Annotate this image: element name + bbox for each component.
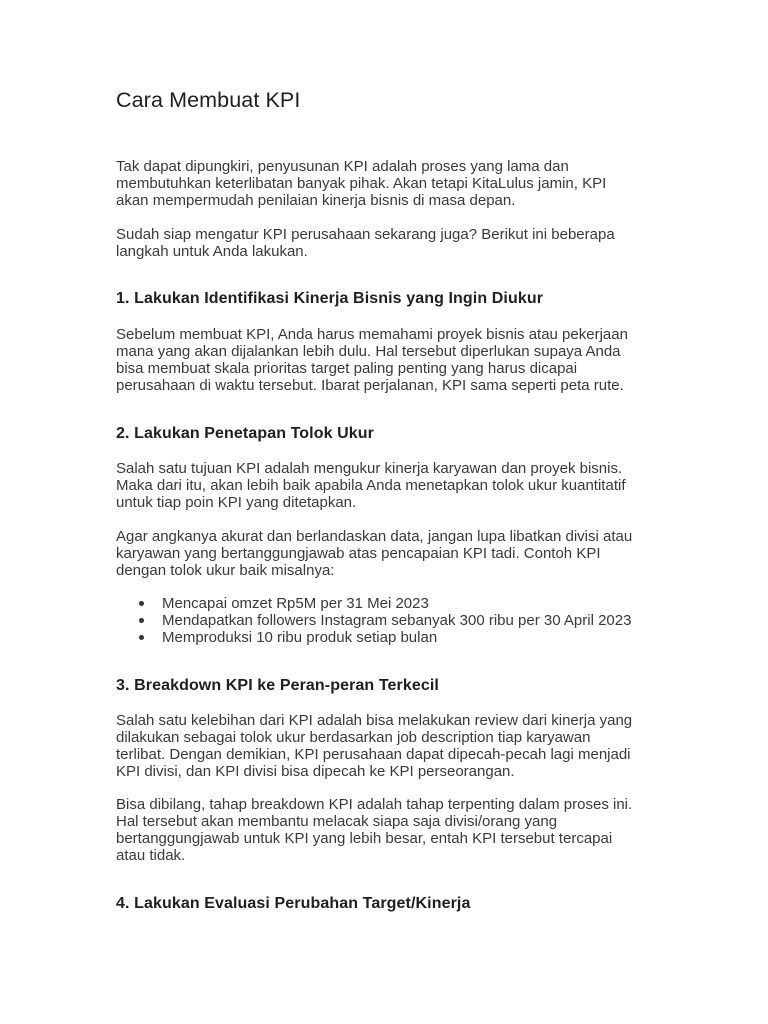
list-item-text: Mencapai omzet Rp5M per 31 Mei 2023 bbox=[162, 595, 429, 612]
text-line: karyawan yang bertanggungjawab atas pencapaian KPI tadi. Contoh KPI bbox=[116, 545, 601, 562]
text-line: langkah untuk Anda lakukan. bbox=[116, 243, 308, 260]
list-item bbox=[116, 612, 631, 629]
text-line: terlibat. Dengan demikian, KPI perusahaan dapat dipecah-pecah lagi menjadi bbox=[116, 746, 631, 763]
text-line: Sebelum membuat KPI, Anda harus memahami proyek bisnis atau pekerjaan bbox=[116, 326, 628, 343]
section-heading-4: 4. Lakukan Evaluasi Perubahan Target/Kinerja bbox=[116, 895, 471, 912]
section-heading-3: 3. Breakdown KPI ke Peran-peran Terkecil bbox=[116, 677, 439, 694]
text-line: Salah satu tujuan KPI adalah mengukur kinerja karyawan dan proyek bisnis. bbox=[116, 460, 623, 477]
bullet-icon bbox=[139, 601, 144, 606]
text-line: Sudah siap mengatur KPI perusahaan sekarang juga? Berikut ini beberapa bbox=[116, 226, 615, 243]
section-heading-2: 2. Lakukan Penetapan Tolok Ukur bbox=[116, 425, 374, 442]
bullet-icon bbox=[139, 635, 144, 640]
section-2-paragraph-1 bbox=[116, 460, 661, 511]
text-line: atau tidak. bbox=[116, 847, 186, 864]
text-line: KPI divisi, dan KPI divisi bisa dipecah ke KPI perseorangan. bbox=[116, 763, 515, 780]
text-line: dilakukan sebagai tolok ukur berdasarkan job description tiap karyawan bbox=[116, 729, 591, 746]
page-title: Cara Membuat KPI bbox=[116, 88, 301, 112]
text-line: dengan tolok ukur baik misalnya: bbox=[116, 562, 335, 579]
intro-paragraph-2 bbox=[116, 226, 661, 260]
text-line: Salah satu kelebihan dari KPI adalah bisa melakukan review dari kinerja yang bbox=[116, 712, 633, 729]
kpi-example-list bbox=[116, 595, 631, 646]
text-line: Hal tersebut akan membantu melacak siapa saja divisi/orang yang bbox=[116, 813, 558, 830]
list-item bbox=[116, 595, 631, 612]
list-item-text: Memproduksi 10 ribu produk setiap bulan bbox=[162, 629, 438, 646]
text-line: bertanggungjawab untuk KPI yang lebih besar, entah KPI tersebut tercapai bbox=[116, 830, 613, 847]
intro-paragraph bbox=[116, 158, 661, 209]
text-line: mana yang akan dijalankan lebih dulu. Hal tersebut diperlukan supaya Anda bbox=[116, 343, 621, 360]
text-line: Bisa dibilang, tahap breakdown KPI adalah tahap terpenting dalam proses ini. bbox=[116, 796, 633, 813]
text-line: akan mempermudah penilaian kinerja bisnis di masa depan. bbox=[116, 192, 516, 209]
list-item bbox=[116, 629, 631, 646]
list-item-text: Mendapatkan followers Instagram sebanyak 300 ribu per 30 April 2023 bbox=[162, 612, 632, 629]
bullet-icon bbox=[139, 618, 144, 623]
section-heading-1: 1. Lakukan Identifikasi Kinerja Bisnis yang Ingin Diukur bbox=[116, 290, 544, 307]
section-3-paragraph-1 bbox=[116, 712, 661, 780]
section-2-paragraph-2 bbox=[116, 528, 661, 579]
section-3-paragraph-2 bbox=[116, 796, 661, 864]
text-line: Agar angkanya akurat dan berlandaskan data, jangan lupa libatkan divisi atau bbox=[116, 528, 633, 545]
text-line: Tak dapat dipungkiri, penyusunan KPI adalah proses yang lama dan bbox=[116, 158, 569, 175]
section-1-paragraph bbox=[116, 326, 661, 394]
text-line: untuk tiap poin KPI yang ditetapkan. bbox=[116, 494, 357, 511]
text-line: membutuhkan keterlibatan banyak pihak. Akan tetapi KitaLulus jamin, KPI bbox=[116, 175, 607, 192]
text-line: perusahaan di waktu tersebut. Ibarat perjalanan, KPI sama seperti peta rute. bbox=[116, 377, 624, 394]
text-line: Maka dari itu, akan lebih baik apabila Anda menetapkan tolok ukur kuantitatif bbox=[116, 477, 626, 494]
text-line: bisa membuat skala prioritas target paling penting yang harus dicapai bbox=[116, 360, 578, 377]
